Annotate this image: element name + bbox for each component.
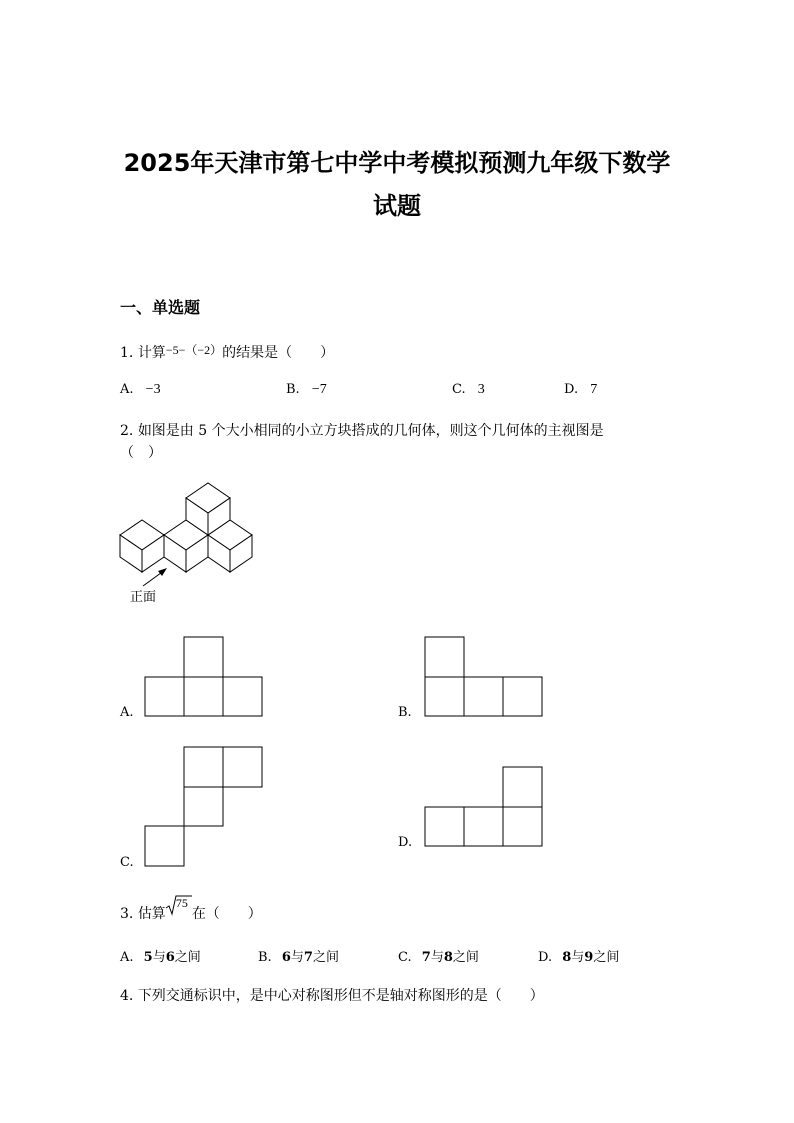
q2-option-c-figure[interactable] bbox=[144, 746, 264, 868]
option-value: −7 bbox=[311, 382, 327, 397]
option-label: B. bbox=[286, 382, 300, 397]
option-d-end: 9 bbox=[584, 950, 594, 965]
question-number: 4. bbox=[120, 988, 134, 1004]
option-c-start: 7 bbox=[421, 950, 431, 965]
question-suffix: 的结果是（ ） bbox=[222, 345, 335, 361]
question-number: 2. bbox=[120, 423, 134, 439]
option-label: A. bbox=[120, 382, 134, 397]
sqrt-expression bbox=[166, 896, 192, 918]
option-label: D. bbox=[564, 382, 579, 397]
question-prefix: 估算 bbox=[137, 906, 166, 922]
q1-option-b[interactable] bbox=[286, 382, 327, 398]
option-d-mid: 与 bbox=[571, 950, 585, 965]
option-d-tail: 之间 bbox=[593, 950, 620, 965]
q3-option-d[interactable] bbox=[538, 946, 619, 965]
option-a-tail: 之间 bbox=[174, 950, 201, 965]
q1-option-a[interactable] bbox=[120, 382, 161, 398]
option-b-start: 6 bbox=[281, 950, 291, 965]
q2-option-a-label[interactable]: A. bbox=[120, 705, 134, 720]
q2-option-b-figure[interactable] bbox=[424, 636, 544, 718]
option-label: A. bbox=[120, 950, 134, 965]
option-a-start: 5 bbox=[143, 950, 153, 965]
question-1 bbox=[120, 342, 334, 362]
math-expression: −5−（−2） bbox=[165, 343, 223, 357]
q3-option-b[interactable] bbox=[258, 946, 339, 965]
section-heading: 一、单选题 bbox=[120, 298, 201, 317]
option-a-end: 6 bbox=[165, 950, 175, 965]
question-prefix: 计算 bbox=[137, 345, 166, 361]
option-label: D. bbox=[538, 950, 553, 965]
q1-option-d[interactable] bbox=[564, 382, 597, 398]
option-value: 3 bbox=[477, 382, 485, 397]
option-b-mid: 与 bbox=[290, 950, 304, 965]
question-2 bbox=[120, 420, 604, 440]
q2-option-a-figure[interactable] bbox=[144, 636, 264, 718]
question-suffix: 在（ ） bbox=[191, 906, 262, 922]
page-title: 2025年天津市第七中学中考模拟预测九年级下数学 bbox=[123, 149, 671, 177]
option-c-mid: 与 bbox=[430, 950, 444, 965]
question-text: 下列交通标识中，是中心对称图形但不是轴对称图形的是（ ） bbox=[137, 988, 544, 1004]
option-c-tail: 之间 bbox=[452, 950, 479, 965]
option-value: 7 bbox=[590, 382, 598, 397]
q2-option-d-label[interactable]: D. bbox=[398, 835, 413, 850]
q2-option-b-label[interactable]: B. bbox=[398, 705, 412, 720]
question-3 bbox=[120, 896, 262, 923]
q3-option-c[interactable] bbox=[398, 946, 479, 965]
front-label: 正面 bbox=[130, 590, 157, 605]
q1-option-c[interactable] bbox=[452, 382, 485, 398]
option-d-start: 8 bbox=[562, 950, 572, 965]
option-a-mid: 与 bbox=[152, 950, 166, 965]
option-value: −3 bbox=[145, 382, 161, 397]
question-4 bbox=[120, 985, 544, 1005]
cube-left bbox=[120, 520, 164, 572]
question-number: 3. bbox=[120, 906, 134, 922]
option-label: B. bbox=[258, 950, 272, 965]
q2-option-c-label[interactable]: C. bbox=[120, 855, 134, 870]
q3-option-a[interactable] bbox=[120, 946, 201, 965]
option-label: C. bbox=[398, 950, 412, 965]
option-label: C. bbox=[452, 382, 466, 397]
option-b-tail: 之间 bbox=[312, 950, 339, 965]
option-c-end: 8 bbox=[443, 950, 453, 965]
page-title-line2: 试题 bbox=[373, 192, 421, 220]
q2-option-d-figure[interactable] bbox=[424, 766, 544, 848]
question-number: 1. bbox=[120, 345, 134, 361]
option-b-end: 7 bbox=[303, 950, 313, 965]
cube-figure bbox=[115, 480, 255, 600]
radicand: 75 bbox=[175, 896, 188, 910]
question-text: 如图是由 5 个大小相同的小立方块搭成的几何体，则这个几何体的主视图是 bbox=[137, 423, 604, 439]
question-2-line2: （ ） bbox=[120, 445, 162, 461]
